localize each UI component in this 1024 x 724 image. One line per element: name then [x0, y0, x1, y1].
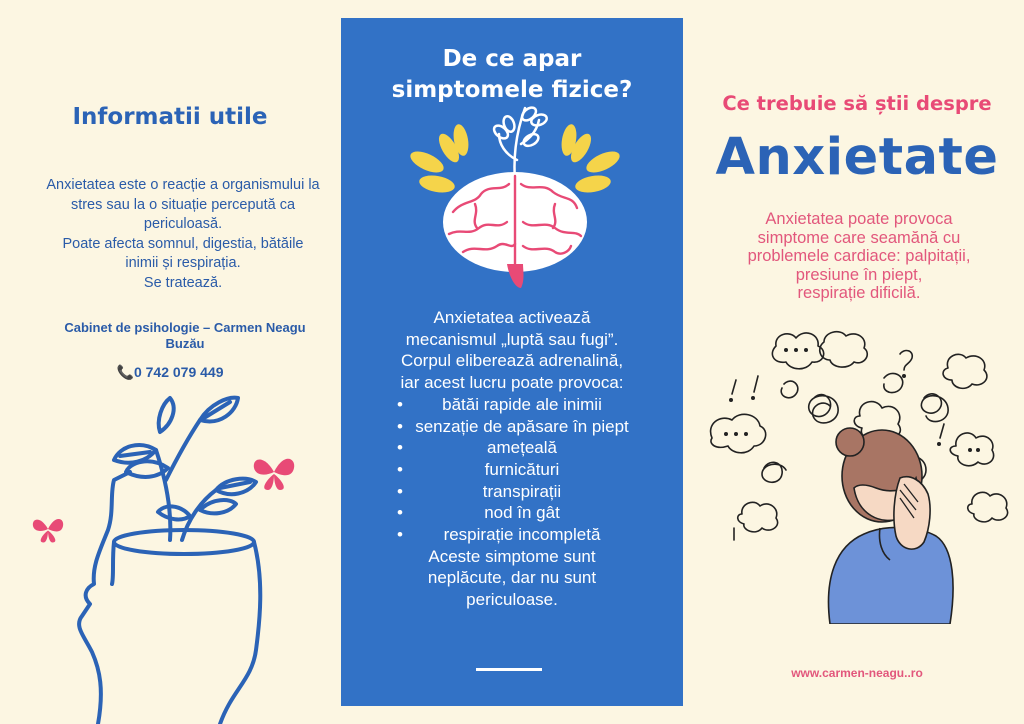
left-panel	[0, 0, 340, 724]
symptom-text: amețeală	[487, 438, 557, 458]
left-panel-title: Informatii utile	[72, 104, 268, 130]
symptom-item	[359, 481, 665, 503]
intro-line: Corpul eliberează adrenalină,	[400, 351, 624, 371]
symptom-text: furnicături	[484, 459, 560, 479]
symptom-item	[359, 394, 665, 416]
left-body-line: inimii și respirația.	[125, 255, 241, 271]
symptom-text: senzație de apăsare în piept	[415, 416, 629, 436]
middle-panel-title	[341, 44, 683, 106]
right-body-line: Anxietatea poate provoca	[765, 210, 953, 228]
symptom-text: transpirații	[482, 481, 562, 501]
divider	[476, 668, 542, 671]
intro-line: iar acest lucru poate provoca:	[400, 373, 624, 393]
outro-line: Aceste simptome sunt	[428, 546, 596, 566]
cabinet-line: Cabinet de psihologie – Carmen Neagu	[64, 320, 306, 335]
bullet-dot: •	[397, 481, 403, 501]
symptom-item	[359, 502, 665, 524]
phone-icon: 📞	[116, 364, 134, 380]
butterfly-icon	[250, 450, 298, 494]
cabinet-name	[30, 320, 340, 352]
left-body-line: Poate afecta somnul, digestia, bătăile	[62, 235, 304, 252]
left-body-line: stres sau la o situație percepută ca	[70, 196, 296, 213]
right-panel-title: Anxietate	[715, 128, 999, 187]
phone-contact[interactable]	[0, 364, 340, 381]
bullet-dot: •	[397, 525, 403, 545]
symptom-item	[359, 524, 665, 546]
website-link[interactable]: www.carmen-neagu..ro	[791, 666, 923, 680]
right-panel-subtitle: Ce trebuie să știi despre	[722, 92, 992, 115]
symptom-item	[359, 459, 665, 481]
middle-title-line: simptomele fizice?	[391, 77, 633, 103]
middle-panel-body	[359, 307, 665, 611]
bullet-dot: •	[397, 459, 403, 479]
symptom-item	[359, 437, 665, 459]
symptom-list	[359, 394, 665, 546]
symptom-item	[359, 416, 665, 438]
right-body-line: simptome care seamănă cu	[757, 228, 961, 247]
left-body-line: Anxietatea este o reacție a organismului la	[46, 177, 320, 193]
symptom-text: nod în gât	[484, 503, 560, 523]
left-panel-body	[28, 176, 338, 293]
outro-line: periculoase.	[466, 590, 558, 610]
intro-line: Anxietatea activează	[433, 308, 591, 327]
right-panel-body	[704, 210, 1014, 303]
bullet-dot: •	[397, 394, 403, 414]
right-body-line: presiune în piept,	[795, 265, 923, 284]
bullet-dot: •	[397, 503, 403, 523]
symptom-text: bătăi rapide ale inimii	[442, 394, 602, 414]
outro-line: neplăcute, dar nu sunt	[427, 568, 597, 588]
right-panel	[690, 0, 1024, 724]
middle-panel	[341, 18, 683, 706]
anxious-woman-illustration	[704, 328, 1014, 624]
intro-line: mecanismul „luptă sau fugi”.	[405, 329, 619, 349]
middle-title-line: De ce apar	[442, 46, 582, 72]
right-body-line: problemele cardiace: palpitații,	[747, 247, 971, 265]
left-body-line: Se tratează.	[143, 274, 223, 291]
symptom-text: respirație incompletă	[443, 525, 601, 545]
cabinet-city: Buzău	[165, 336, 205, 351]
left-body-line: periculoasă.	[143, 216, 223, 232]
bullet-dot: •	[397, 438, 403, 458]
butterfly-icon	[30, 512, 66, 546]
phone-number: 0 742 079 449	[133, 364, 224, 380]
head-plant-illustration	[60, 390, 320, 724]
right-body-line: respirație dificilă.	[797, 284, 921, 302]
bullet-dot: •	[397, 416, 403, 436]
brain-icon	[405, 104, 625, 290]
